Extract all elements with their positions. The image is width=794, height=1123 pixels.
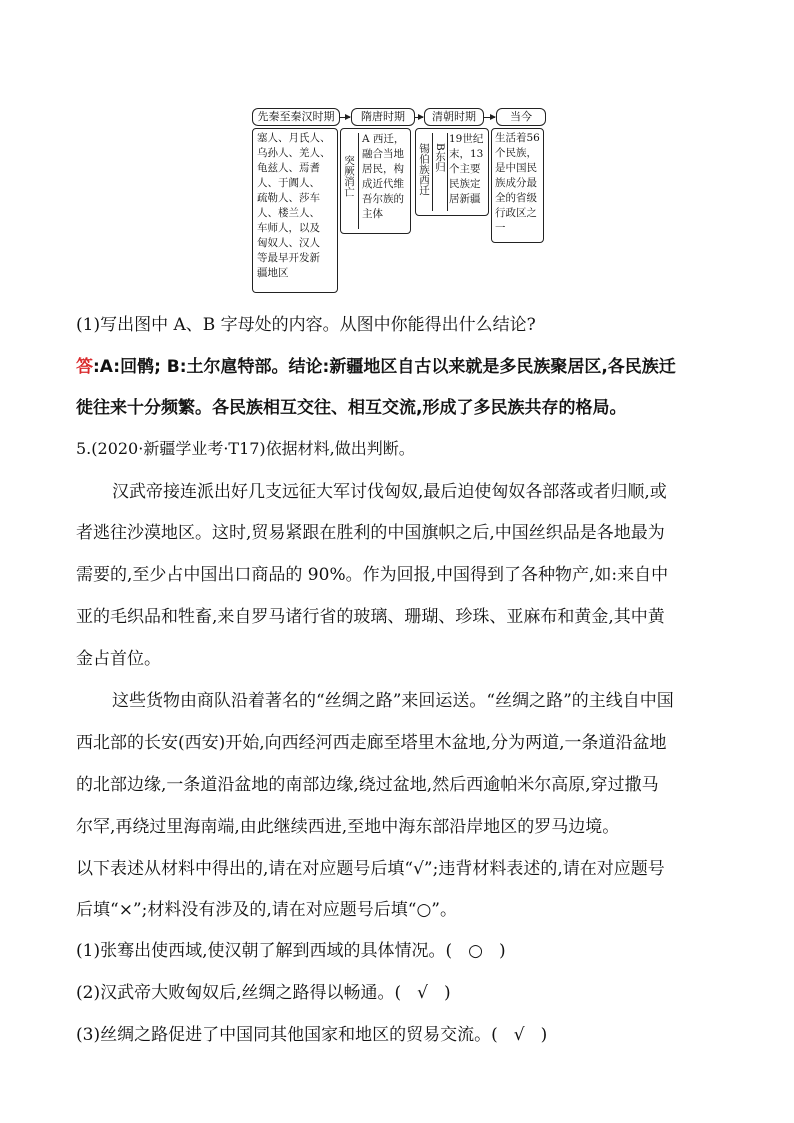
box-text-line: 19世纪: [449, 133, 484, 145]
item-close: ): [498, 941, 506, 961]
judgement-item: [76, 981, 451, 1005]
info-box-today: [491, 128, 544, 243]
box-text-line: 主体: [362, 208, 383, 220]
item-close: ): [540, 1025, 548, 1045]
info-box-qing: [415, 128, 489, 216]
box-text-line: 疆地区: [257, 267, 289, 279]
box-text-line: 是中国民: [495, 162, 537, 174]
item-answer-mark: √: [513, 1025, 525, 1045]
box-text-block: [362, 132, 404, 222]
box-text-line: 人、于阗人、: [257, 177, 320, 189]
box-text-line: 一: [495, 222, 506, 234]
box-text-line: 生活着56: [495, 132, 540, 144]
box-text-line: 末，13: [449, 148, 484, 160]
timeline-arrow: [483, 117, 495, 118]
box-text-line: 车师人，以及: [257, 222, 320, 234]
box-text-line: 疏勒人、莎车: [257, 192, 320, 204]
paragraph-line: 金占首位。: [76, 649, 161, 669]
instruction-line: 后填“×”;材料没有涉及的,请在对应题号后填“○”。: [76, 900, 457, 920]
paragraph-line: 需要的,至少占中国出口商品的 90%。作为回报,中国得到了各种物产,如:来自中: [76, 565, 669, 585]
box-divider: [358, 133, 359, 229]
box-vertical-text: 突厥消亡: [343, 155, 355, 197]
answer-line: [76, 355, 676, 379]
box-text-line: 融合当地: [362, 148, 404, 160]
item-text: (3)丝绸之路促进了中国同其他国家和地区的贸易交流。(: [76, 1025, 498, 1045]
period-label: 隋唐时期: [351, 108, 415, 126]
box-text-line: 匈奴人、汉人: [257, 237, 320, 249]
box-text-line: 塞人、月氏人、: [257, 132, 331, 144]
paragraph-line: 汉武帝接连派出好几支远征大军讨伐匈奴,最后迫使匈奴各部落或者归顺,或: [112, 482, 667, 502]
item-answer-mark: ○: [468, 941, 483, 961]
answer-label: 答: [76, 357, 93, 377]
judgement-item: [76, 1023, 547, 1047]
instruction-line: 以下表述从材料中得出的,请在对应题号后填“√”;违背材料表述的,请在对应题号: [76, 859, 665, 879]
paragraph-line: 这些货物由商队沿着著名的“丝绸之路”来回运送。“丝绸之路”的主线自中国: [112, 691, 674, 711]
box-text-line: 龟兹人、焉耆: [257, 162, 320, 174]
timeline-diagram: [0, 0, 794, 300]
box-text-line: 民族定: [449, 178, 481, 190]
timeline-arrow: [414, 117, 423, 118]
paragraph-line: 尔罕,再绕过里海南端,由此继续西进,至地中海东部沿岸地区的罗马边境。: [76, 817, 620, 837]
box-text-line: 个民族，: [495, 147, 537, 159]
info-box-pre-qin-han: [252, 128, 338, 293]
box-text-line: 全的省级: [495, 192, 537, 204]
box-text-line: 乌孙人、羌人、: [257, 147, 331, 159]
box-text-line: 人、楼兰人、: [257, 207, 320, 219]
question-5-title: 5.(2020·新疆学业考·T17)依据材料,做出判断。: [76, 439, 415, 458]
paragraph-line: 亚的毛织品和牲畜,来自罗马诸行省的玻璃、珊瑚、珍珠、亚麻布和黄金,其中黄: [76, 607, 665, 627]
box-text-line: 行政区之: [495, 207, 537, 219]
answer-text: :A:回鹘; B:土尔扈特部。结论:新疆地区自古以来就是多民族聚居区,各民族迁: [93, 357, 676, 377]
box-text-line: 吾尔族的: [362, 193, 404, 205]
box-vertical-text: B东归: [434, 143, 446, 172]
paragraph-line: 者逃往沙漠地区。这时,贸易紧跟在胜利的中国旗帜之后,中国丝织品是各地最为: [76, 523, 665, 543]
period-label: 先秦至秦汉时期: [252, 108, 340, 126]
info-box-sui-tang: [340, 128, 411, 234]
box-text-line: 居民，构: [362, 163, 404, 175]
paragraph-line: 西北部的长安(西安)开始,向西经河西走廊至塔里木盆地,分为两道,一条道沿盆地: [76, 733, 667, 753]
paragraph-line: 的北部边缘,一条道沿盆地的南部边缘,绕过盆地,然后西逾帕米尔高原,穿过撒马: [76, 775, 659, 795]
box-text-line: 个主要: [449, 163, 481, 175]
item-close: ): [443, 983, 451, 1003]
judgement-item: [76, 939, 506, 963]
timeline-arrow: [339, 117, 350, 118]
item-text: (2)汉武帝大败匈奴后,丝绸之路得以畅通。(: [76, 983, 402, 1003]
box-divider: [432, 133, 433, 211]
box-text-block: [449, 132, 483, 207]
box-text-line: 居新疆: [449, 193, 481, 205]
period-label: 当今: [496, 108, 546, 126]
item-answer-mark: √: [417, 983, 428, 1003]
box-text-line: A 西迁，: [362, 133, 405, 145]
box-divider: [447, 133, 448, 211]
box-text-line: 成近代维: [362, 178, 404, 190]
item-text: (1)张骞出使西域,使汉朝了解到西域的具体情况。(: [76, 941, 453, 961]
period-label: 清朝时期: [424, 108, 484, 126]
box-text-line: 族成分最: [495, 177, 537, 189]
answer-line: 徙往来十分频繁。各民族相互交往、相互交流,形成了多民族共存的格局。: [76, 398, 627, 418]
question-1: (1)写出图中 A、B 字母处的内容。从图中你能得出什么结论?: [76, 315, 536, 335]
box-vertical-text: 锡伯族西迁: [418, 143, 430, 196]
box-text-line: 等最早开发新: [257, 252, 320, 264]
